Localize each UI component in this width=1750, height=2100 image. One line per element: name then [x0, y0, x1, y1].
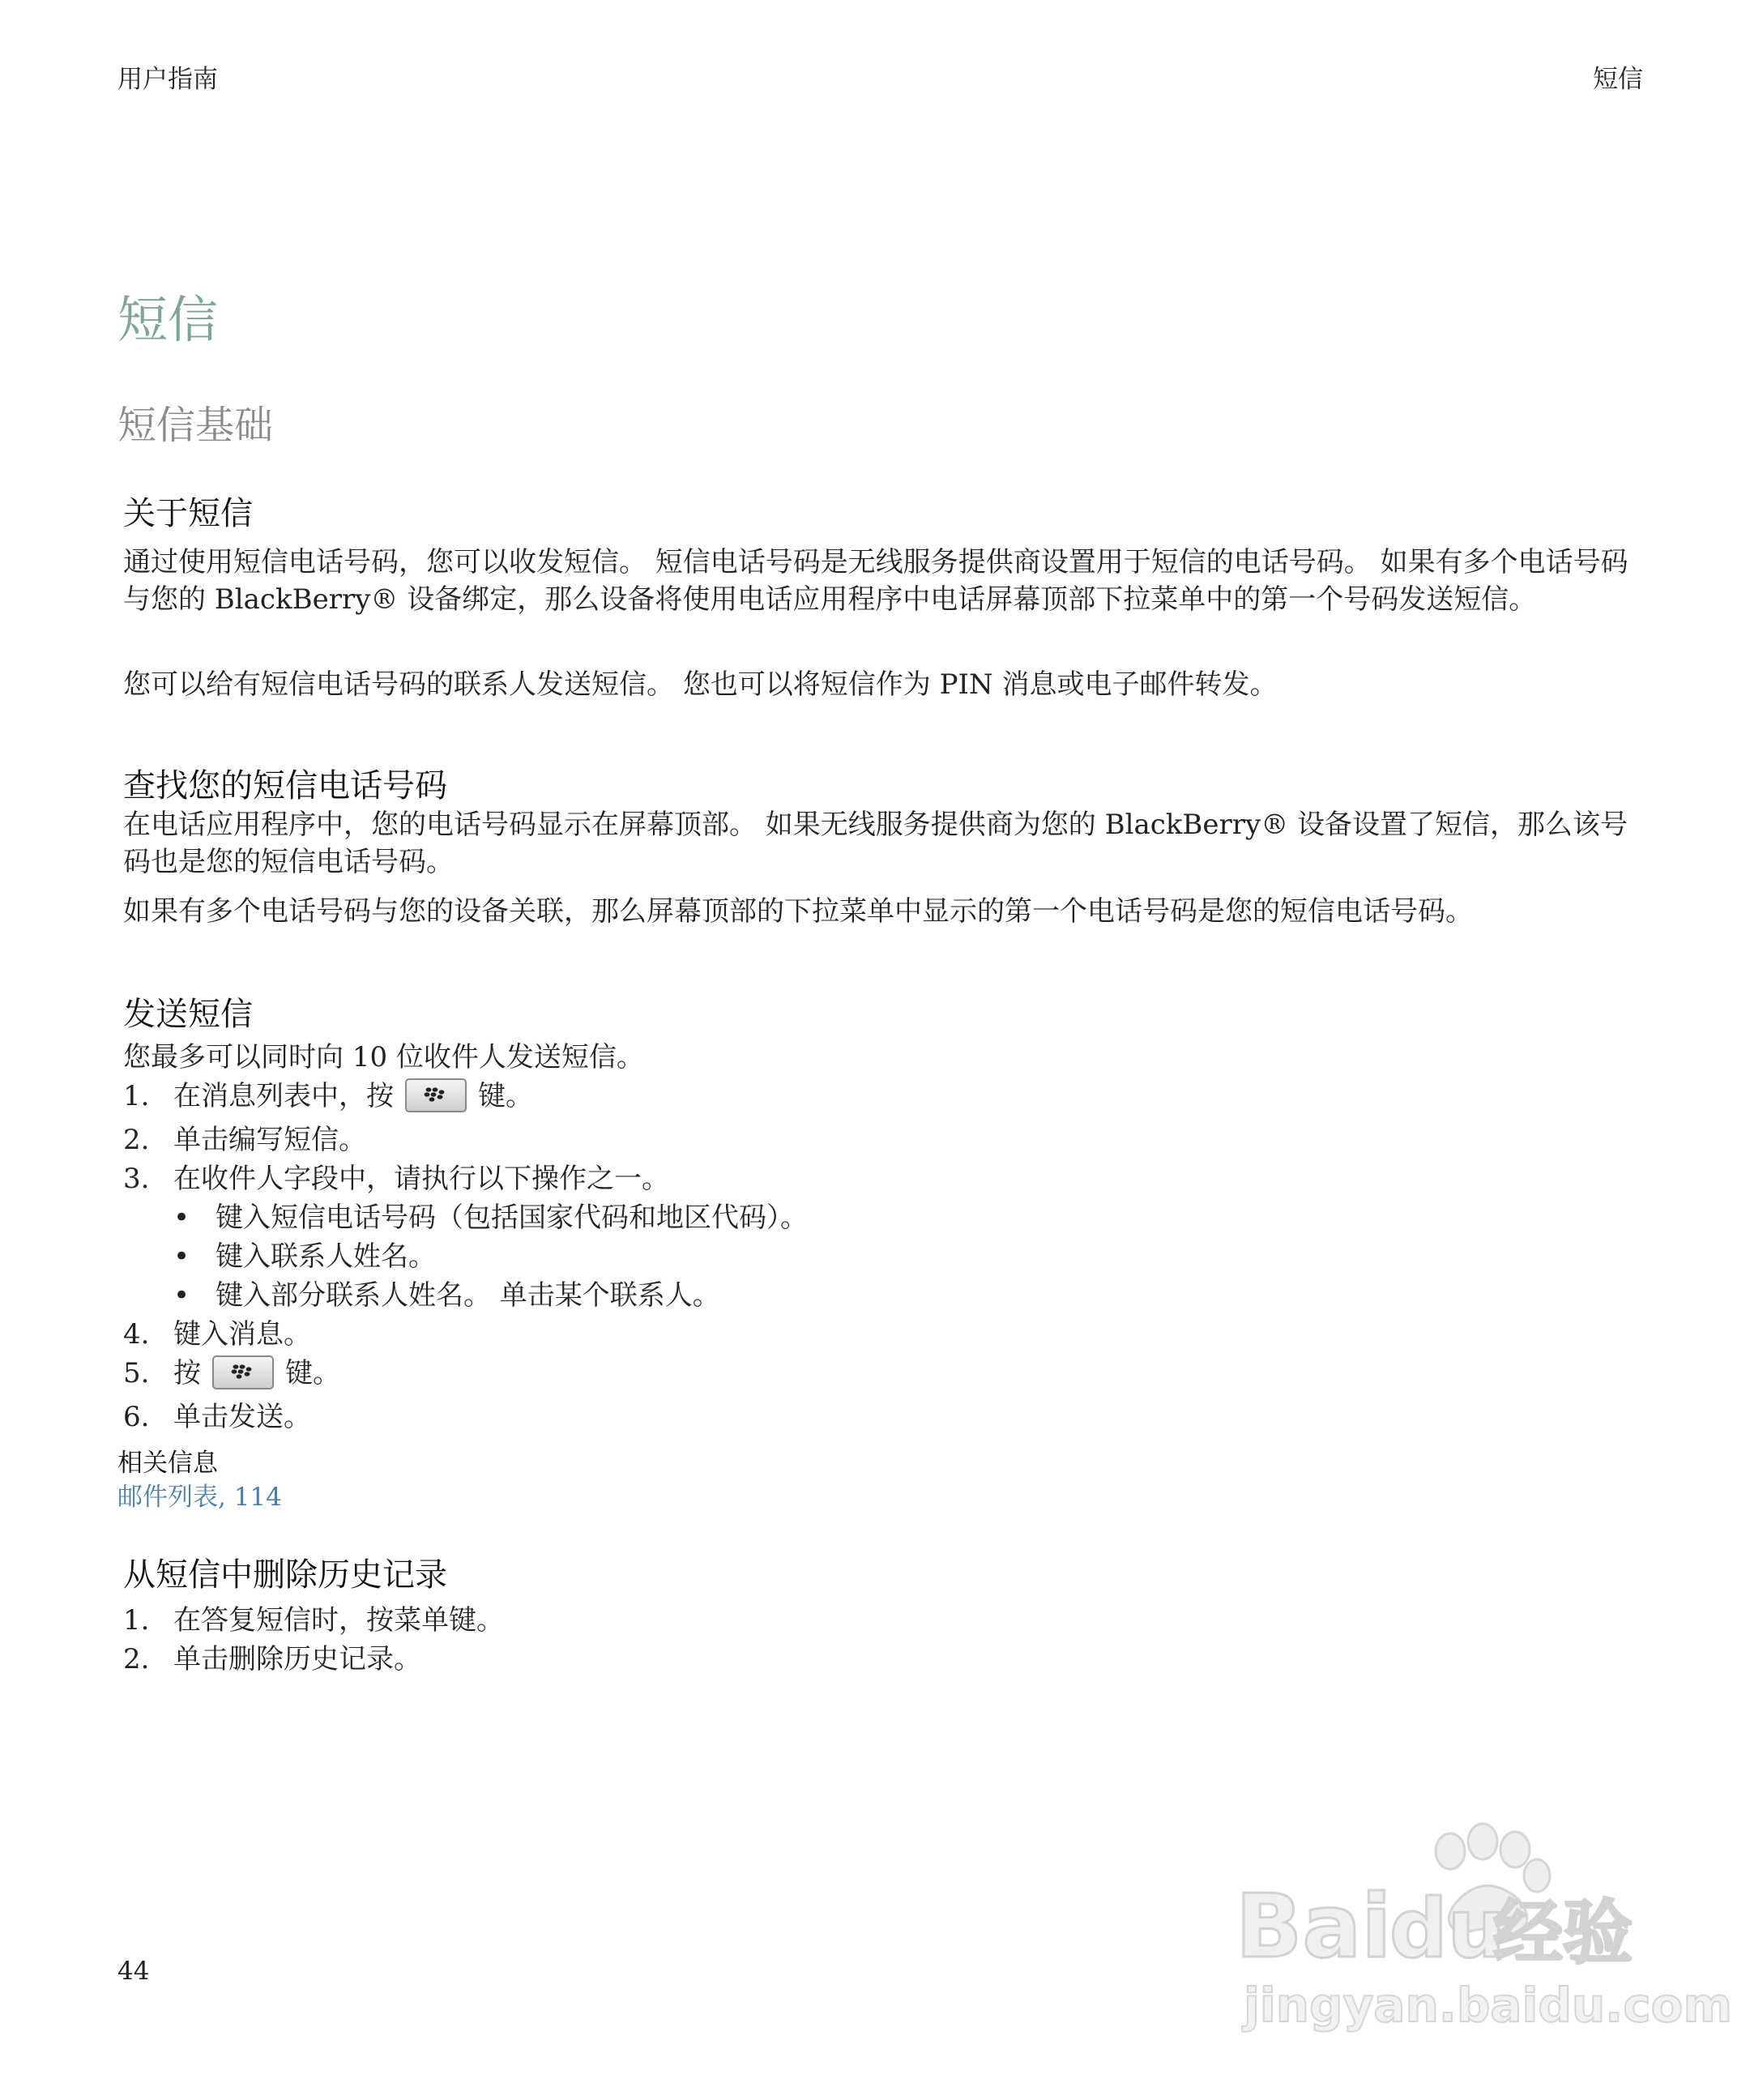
find-paragraph-1: 在电话应用程序中，您的电话号码显示在屏幕顶部。 如果无线服务提供商为您的 BlackBerry® 设备设置了短信，那么该号码也是您的短信电话号码。	[123, 809, 1628, 878]
send-step-1	[123, 1073, 533, 1115]
step-number: 3.	[123, 1163, 150, 1195]
step-number: 5.	[123, 1357, 150, 1389]
bullet-mark: •	[173, 1240, 190, 1273]
step-number: 1.	[123, 1604, 150, 1637]
send-step-2	[123, 1117, 366, 1157]
step-number: 6.	[123, 1401, 150, 1433]
step-text: 在消息列表中，按	[173, 1080, 394, 1112]
step-text: 在收件人字段中，请执行以下操作之一。	[173, 1163, 669, 1195]
about-paragraph-1: 通过使用短信电话号码，您可以收发短信。 短信电话号码是无线服务提供商设置用于短信的电话号码。 如果有多个电话号码与您的 BlackBerry® 设备绑定，那么设备将使用电话应用程序中电话屏幕顶部下拉菜单中的第一个号码发送短信。	[123, 546, 1628, 616]
send-bullet-2	[173, 1234, 436, 1274]
step-text: 键入消息。	[173, 1318, 311, 1351]
find-heading: 查找您的短信电话号码	[123, 767, 447, 805]
find-paragraph-2: 如果有多个电话号码与您的设备关联，那么屏幕顶部的下拉菜单中显示的第一个电话号码是您的短信电话号码。	[123, 895, 1473, 928]
bullet-mark: •	[173, 1279, 190, 1312]
svg-text:du: du	[1389, 1881, 1505, 1976]
step-text: 单击发送。	[173, 1401, 311, 1433]
step-text-end: 键。	[285, 1357, 340, 1389]
step-number: 4.	[123, 1318, 150, 1351]
delete-step-1	[123, 1598, 504, 1637]
related-info-link[interactable]: 邮件列表, 114	[117, 1483, 282, 1512]
section-title: 短信基础	[117, 403, 274, 448]
bullet-mark: •	[173, 1202, 190, 1234]
send-bullet-3	[173, 1273, 720, 1312]
send-intro: 您最多可以同时向 10 位收件人发送短信。	[123, 1041, 644, 1073]
delete-heading: 从短信中删除历史记录	[123, 1556, 447, 1594]
running-header-left: 用户指南	[117, 65, 218, 94]
step-text: 单击删除历史记录。	[173, 1643, 421, 1675]
send-step-5	[123, 1351, 340, 1392]
send-step-4	[123, 1312, 311, 1351]
running-header-right: 短信	[1593, 65, 1643, 94]
bullet-text: 键入短信电话号码（包括国家代码和地区代码）。	[216, 1202, 808, 1234]
related-info-label: 相关信息	[117, 1449, 218, 1478]
send-step-6	[123, 1394, 311, 1434]
step-number: 2.	[123, 1124, 150, 1156]
delete-step-2	[123, 1637, 421, 1676]
svg-text:经验: 经验	[1493, 1893, 1633, 1974]
step-number: 1.	[123, 1080, 150, 1112]
blackberry-menu-key-icon	[405, 1078, 467, 1112]
send-heading: 发送短信	[123, 996, 253, 1033]
chapter-title: 短信	[117, 290, 219, 349]
bullet-text: 键入联系人姓名。	[216, 1240, 436, 1273]
about-heading: 关于短信	[123, 495, 253, 532]
baidu-jingyan-watermark	[1236, 1827, 1732, 2073]
step-text: 在答复短信时，按菜单键。	[173, 1604, 504, 1637]
svg-text:Bai: Bai	[1236, 1876, 1392, 1978]
svg-text:jingyan.baidu.com: jingyan.baidu.com	[1244, 1978, 1732, 2033]
step-text: 按	[173, 1357, 201, 1389]
bullet-text: 键入部分联系人姓名。 单击某个联系人。	[216, 1279, 720, 1312]
step-text: 单击编写短信。	[173, 1124, 366, 1156]
send-bullet-1	[173, 1195, 808, 1235]
step-text-end: 键。	[478, 1080, 533, 1112]
step-number: 2.	[123, 1643, 150, 1675]
about-paragraph-2: 您可以给有短信电话号码的联系人发送短信。 您也可以将短信作为 PIN 消息或电子邮件转发。	[123, 668, 1278, 701]
send-step-3	[123, 1156, 669, 1196]
blackberry-menu-key-icon	[212, 1355, 274, 1389]
page-number: 44	[117, 1957, 150, 1986]
